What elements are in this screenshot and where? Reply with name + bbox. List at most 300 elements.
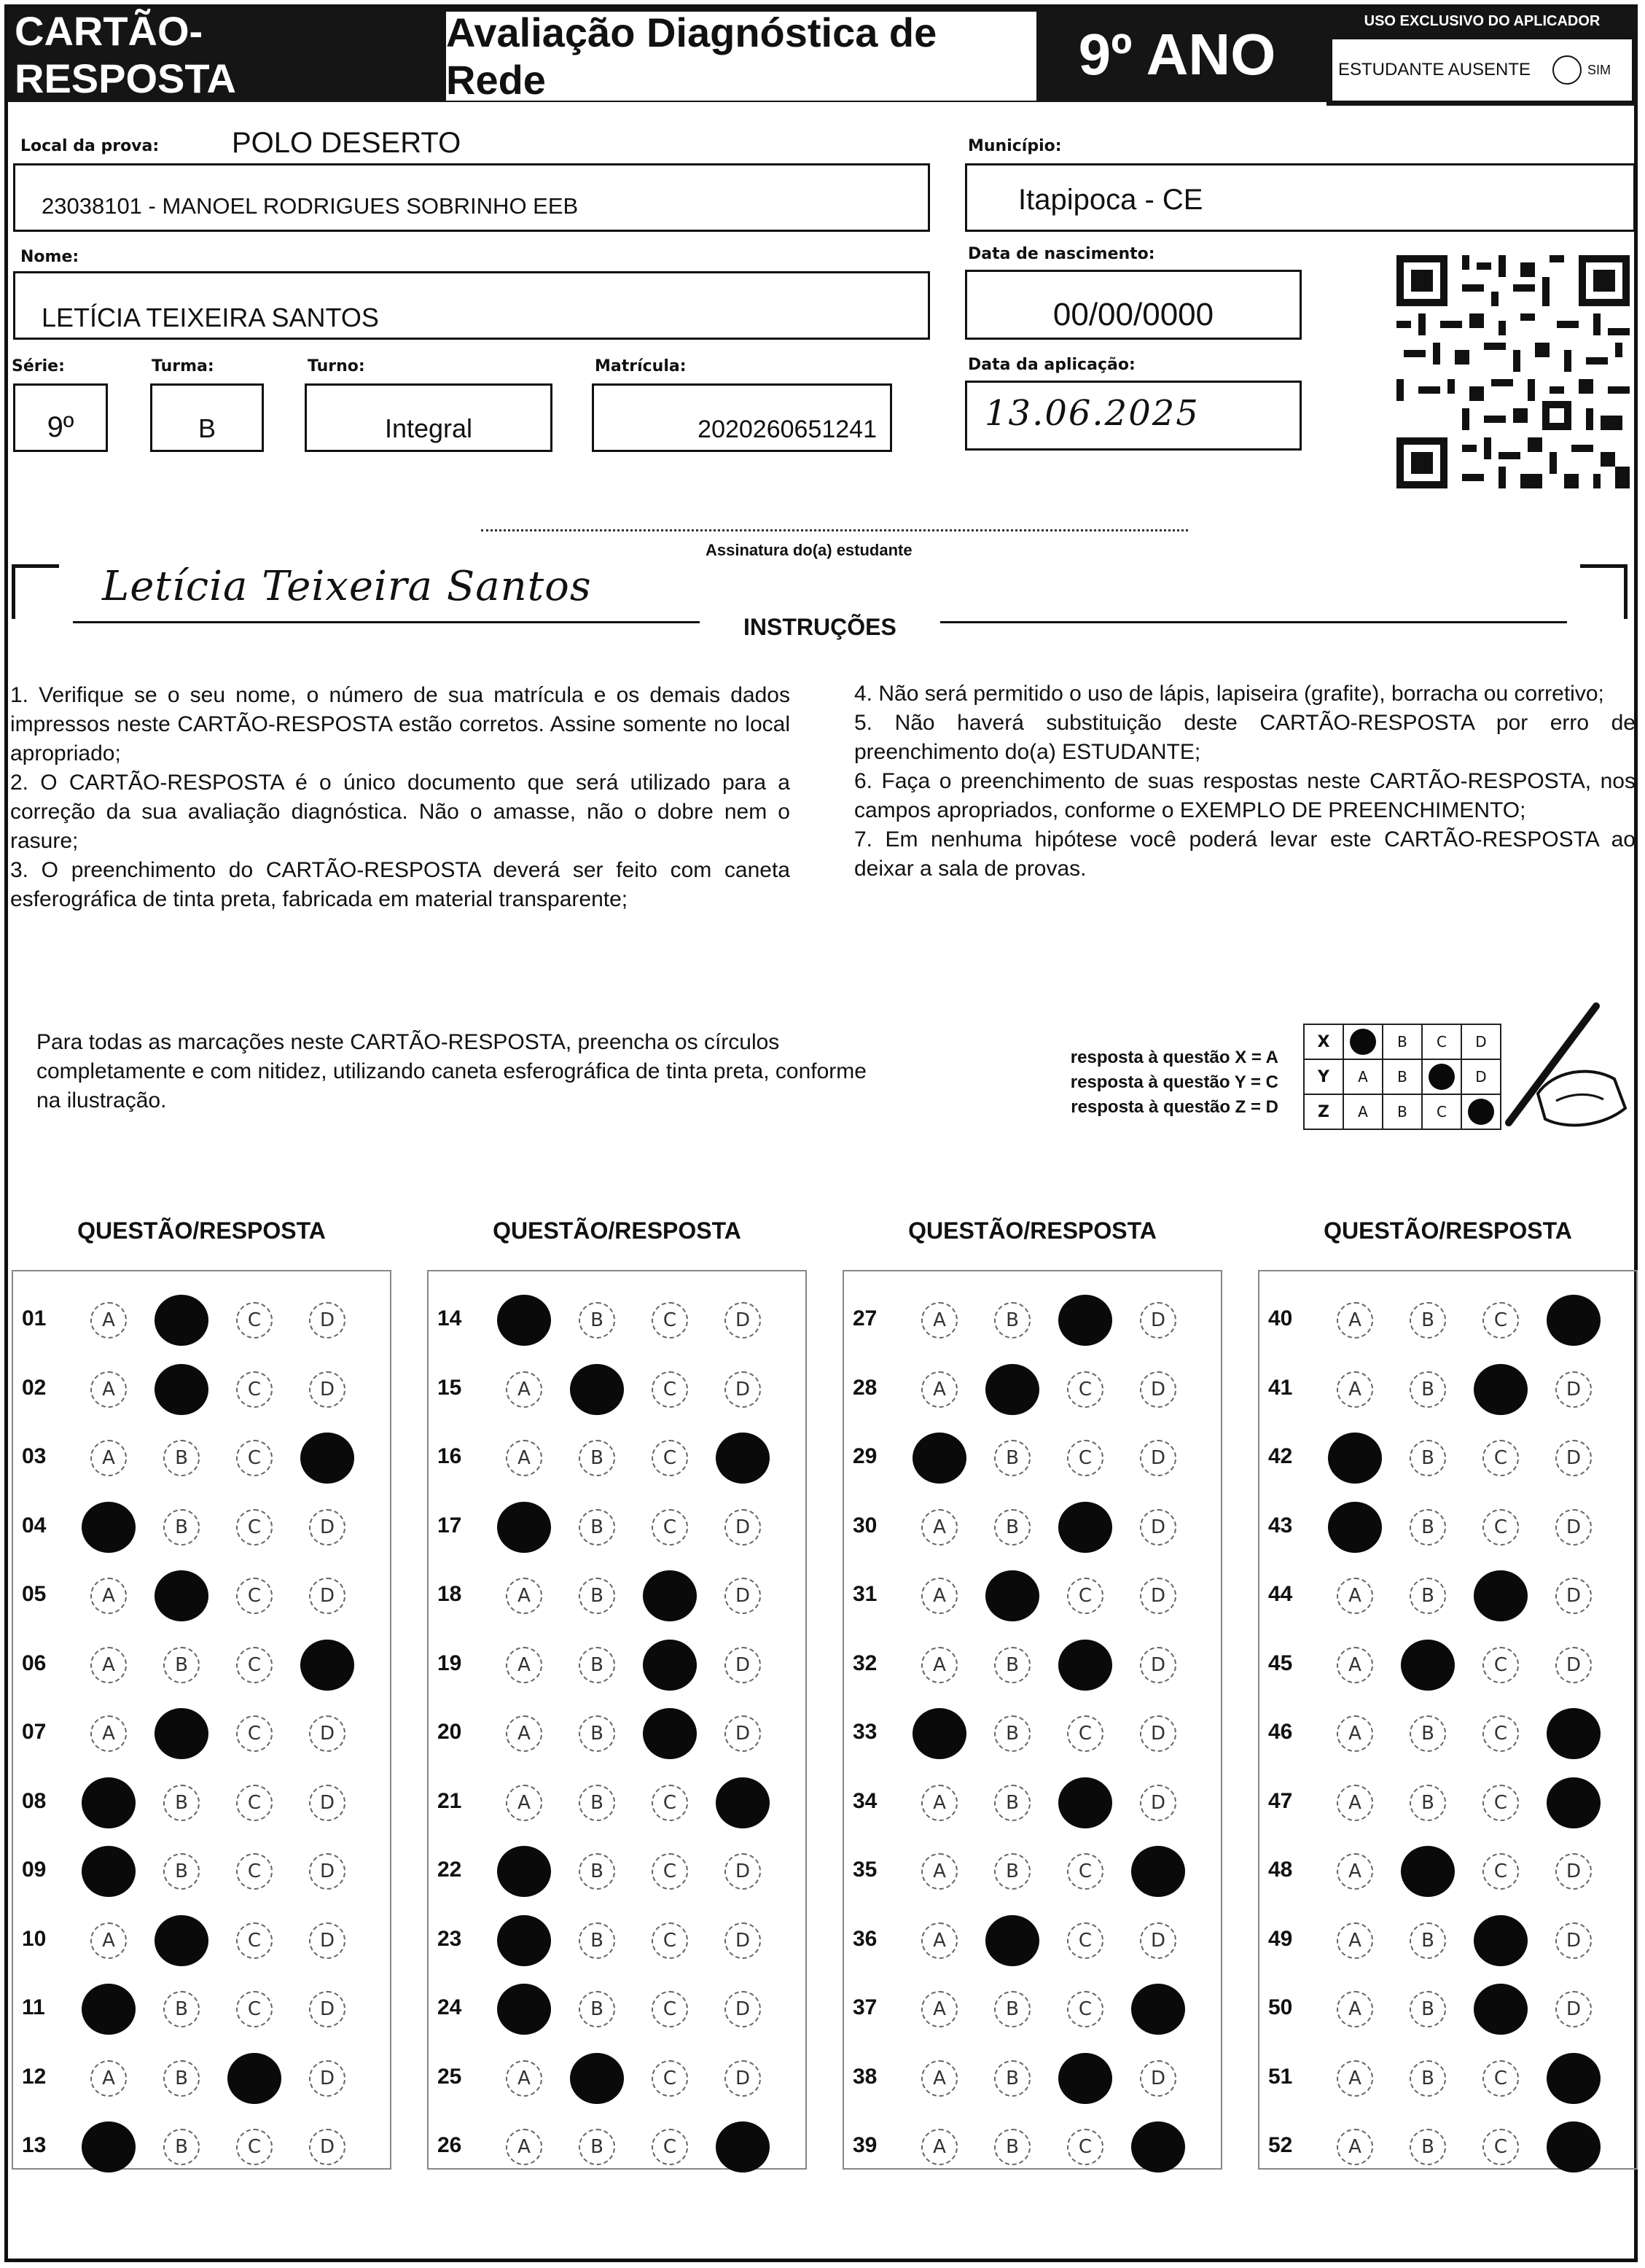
answer-bubble[interactable] [921, 1509, 958, 1546]
answer-bubble[interactable] [1067, 1440, 1103, 1476]
answer-bubble[interactable] [236, 1371, 273, 1408]
answer-bubble[interactable] [1140, 2060, 1176, 2097]
answer-bubble[interactable] [1482, 1715, 1519, 1752]
answer-bubble[interactable] [309, 1785, 345, 1821]
answer-bubble[interactable] [724, 1853, 761, 1890]
example-cell: C [1422, 1094, 1461, 1129]
answer-row [843, 1506, 1222, 1550]
bubble-letter: A [1348, 1378, 1361, 1400]
bubble-letter: C [1493, 1791, 1508, 1814]
bubble-letter: D [319, 1723, 335, 1745]
answer-bubble[interactable] [236, 1715, 273, 1752]
answer-bubble[interactable] [579, 1578, 615, 1614]
answer-bubble-filled[interactable] [570, 2053, 624, 2104]
answer-bubble[interactable] [163, 2129, 200, 2165]
answer-row [12, 1368, 391, 1412]
bubble-letter: D [319, 1309, 335, 1331]
answer-bubble[interactable] [652, 1991, 688, 2027]
instruction-item: 7. Em nenhuma hipótese você poderá levar este CARTÃO-RESPOSTA ao deixar a sala de provas. [854, 827, 1636, 881]
nascimento-label: Data de nascimento: [968, 245, 1155, 263]
answer-bubble-filled[interactable] [497, 1846, 551, 1897]
answer-bubble[interactable] [1140, 1302, 1176, 1338]
bubble-letter: D [1566, 1378, 1582, 1400]
answer-bubble[interactable] [163, 1853, 200, 1890]
answer-bubble-filled[interactable] [1401, 1846, 1455, 1897]
answer-bubble[interactable] [921, 1647, 958, 1683]
bubble-letter: B [1421, 2067, 1434, 2089]
answer-bubble[interactable] [921, 1302, 958, 1338]
answer-bubble[interactable] [652, 1509, 688, 1546]
answer-bubble[interactable] [1555, 1922, 1592, 1959]
answer-bubble[interactable] [994, 1853, 1031, 1890]
answer-bubble[interactable] [236, 1853, 273, 1890]
question-number: 15 [437, 1375, 462, 1400]
answer-bubble[interactable] [579, 1785, 615, 1821]
answer-bubble[interactable] [652, 1440, 688, 1476]
bubble-letter: C [1493, 1309, 1508, 1331]
answer-bubble[interactable] [994, 1647, 1031, 1683]
answer-bubble[interactable] [309, 1509, 345, 1546]
answer-bubble[interactable] [1140, 1440, 1176, 1476]
answer-bubble[interactable] [90, 1715, 127, 1752]
answer-bubble[interactable] [579, 2129, 615, 2165]
answer-bubble[interactable] [921, 1991, 958, 2027]
bubble-letter: C [1493, 1516, 1508, 1538]
answer-bubble-filled[interactable] [1328, 1502, 1382, 1553]
bubble-letter: A [102, 1653, 115, 1676]
answer-bubble[interactable] [579, 1509, 615, 1546]
answer-bubble[interactable] [724, 1715, 761, 1752]
bubble-letter: B [175, 2067, 188, 2089]
answer-bubble[interactable] [1410, 2060, 1446, 2097]
answer-row [427, 2057, 807, 2101]
answer-column-title: QUESTÃO/RESPOSTA [1324, 1217, 1572, 1244]
answer-bubble[interactable] [309, 1302, 345, 1338]
answer-bubble-filled[interactable] [1474, 1915, 1528, 1966]
answer-bubble[interactable] [506, 1578, 542, 1614]
answer-bubble-filled[interactable] [82, 1846, 136, 1897]
answer-bubble[interactable] [1140, 1647, 1176, 1683]
bubble-letter: A [933, 1791, 946, 1814]
answer-bubble[interactable] [921, 1853, 958, 1890]
answer-bubble[interactable] [1337, 1647, 1373, 1683]
example-cell: A [1343, 1094, 1383, 1129]
answer-bubble[interactable] [236, 1922, 273, 1959]
bubble-letter: C [663, 2067, 677, 2089]
answer-bubble-filled[interactable] [497, 1984, 551, 2035]
answer-bubble[interactable] [1410, 1302, 1446, 1338]
answer-bubble-filled[interactable] [155, 1708, 208, 1759]
bubble-letter: D [735, 1998, 751, 2020]
hand-pen-icon [1487, 999, 1633, 1145]
answer-bubble[interactable] [163, 1440, 200, 1476]
answer-row [12, 1920, 391, 1963]
answer-bubble-filled[interactable] [300, 1433, 354, 1484]
answer-bubble[interactable] [1410, 1578, 1446, 1614]
answer-bubble[interactable] [506, 1647, 542, 1683]
bubble-letter: C [1493, 2136, 1508, 2158]
answer-bubble-filled[interactable] [155, 1915, 208, 1966]
answer-bubble[interactable] [1482, 1647, 1519, 1683]
answer-bubble-filled[interactable] [570, 1364, 624, 1415]
question-number: 41 [1268, 1375, 1293, 1400]
nascimento-value: 00/00/0000 [1052, 297, 1214, 332]
example-cell: B [1383, 1059, 1422, 1094]
answer-bubble[interactable] [724, 1922, 761, 1959]
answer-bubble[interactable] [506, 1440, 542, 1476]
answer-bubble-filled[interactable] [643, 1708, 697, 1759]
question-number: 09 [22, 1858, 47, 1882]
bubble-letter: C [247, 1378, 262, 1400]
answer-bubble[interactable] [90, 1440, 127, 1476]
answer-bubble[interactable] [1410, 1715, 1446, 1752]
bubble-letter: B [175, 1860, 188, 1882]
bubble-letter: B [1421, 1929, 1434, 1952]
answer-bubble[interactable] [921, 2129, 958, 2165]
answer-bubble[interactable] [90, 2060, 127, 2097]
answer-row [12, 2126, 391, 2170]
school-box [13, 163, 930, 232]
answer-bubble-filled[interactable] [1474, 1570, 1528, 1621]
answer-bubble-filled[interactable] [1328, 1433, 1382, 1484]
answer-bubble-filled[interactable] [716, 1433, 770, 1484]
answer-bubble[interactable] [90, 1922, 127, 1959]
answer-bubble[interactable] [724, 1991, 761, 2027]
answer-bubble[interactable] [921, 1785, 958, 1821]
bubble-letter: D [1566, 1516, 1582, 1538]
answer-bubble-filled[interactable] [1547, 2121, 1601, 2172]
answer-bubble[interactable] [724, 1578, 761, 1614]
question-number: 39 [853, 2133, 878, 2157]
answer-bubble[interactable] [579, 1853, 615, 1890]
answer-bubble-filled[interactable] [985, 1915, 1039, 1966]
bubble-letter: A [517, 1723, 531, 1745]
bubble-letter: D [1566, 1653, 1582, 1676]
bubble-letter: A [517, 1447, 531, 1469]
answer-bubble[interactable] [724, 1509, 761, 1546]
answer-bubble[interactable] [1482, 1853, 1519, 1890]
qr-code [1396, 255, 1630, 488]
answer-bubble[interactable] [1140, 1715, 1176, 1752]
answer-bubble[interactable] [579, 1647, 615, 1683]
answer-bubble[interactable] [1337, 1715, 1373, 1752]
answer-bubble[interactable] [1337, 1578, 1373, 1614]
bubble-letter: D [1150, 1585, 1166, 1607]
answer-bubble[interactable] [1555, 1853, 1592, 1890]
answer-bubble[interactable] [1555, 1371, 1592, 1408]
answer-bubble[interactable] [994, 2060, 1031, 2097]
instruction-item: 5. Não haverá substituição deste CARTÃO-RESPOSTA por erro de preenchimento do(a) ESTUDANTE; [854, 711, 1636, 764]
bubble-letter: A [102, 1309, 115, 1331]
bubble-letter: B [1006, 1309, 1019, 1331]
answer-row [843, 1988, 1222, 2032]
answer-bubble-filled[interactable] [82, 1502, 136, 1553]
question-number: 07 [22, 1720, 47, 1744]
answer-bubble[interactable] [163, 1785, 200, 1821]
answer-bubble[interactable] [309, 1991, 345, 2027]
answer-bubble-filled[interactable] [82, 1984, 136, 2035]
answer-bubble-filled[interactable] [1474, 1984, 1528, 2035]
answer-bubble[interactable] [236, 1647, 273, 1683]
bubble-letter: D [735, 2067, 751, 2089]
answer-bubble[interactable] [1337, 1922, 1373, 1959]
answer-bubble[interactable] [1482, 1509, 1519, 1546]
answer-bubble-filled[interactable] [155, 1570, 208, 1621]
answer-row [12, 1782, 391, 1825]
answer-bubble-filled[interactable] [1547, 1295, 1601, 1346]
answer-bubble[interactable] [506, 1785, 542, 1821]
answer-bubble[interactable] [1410, 2129, 1446, 2165]
answer-row [1258, 1920, 1638, 1963]
bubble-letter: C [1078, 2136, 1093, 2158]
answer-bubble-filled[interactable] [227, 2053, 281, 2104]
answer-bubble[interactable] [994, 1785, 1031, 1821]
answer-bubble[interactable] [1482, 1440, 1519, 1476]
answer-bubble[interactable] [90, 1647, 127, 1683]
answer-bubble[interactable] [652, 1371, 688, 1408]
bubble-letter: B [175, 1516, 188, 1538]
answer-bubble-filled[interactable] [497, 1295, 551, 1346]
answer-bubble[interactable] [1410, 1371, 1446, 1408]
answer-bubble-filled[interactable] [643, 1640, 697, 1691]
answer-bubble-filled[interactable] [1058, 2053, 1112, 2104]
question-number: 19 [437, 1651, 462, 1675]
answer-bubble[interactable] [579, 1440, 615, 1476]
answer-bubble[interactable] [1482, 2129, 1519, 2165]
question-number: 38 [853, 2064, 878, 2089]
answer-bubble[interactable] [921, 2060, 958, 2097]
answer-bubble[interactable] [652, 2060, 688, 2097]
answer-bubble[interactable] [994, 2129, 1031, 2165]
answer-bubble[interactable] [921, 1922, 958, 1959]
answer-bubble[interactable] [724, 1302, 761, 1338]
bubble-letter: B [1421, 2136, 1434, 2158]
bubble-letter: C [663, 1791, 677, 1814]
bubble-letter: B [590, 2136, 603, 2158]
bubble-letter: A [933, 1929, 946, 1952]
answer-bubble-filled[interactable] [1547, 2053, 1601, 2104]
answer-bubble-filled[interactable] [1131, 2121, 1185, 2172]
answer-bubble-filled[interactable] [1547, 1777, 1601, 1828]
answer-bubble[interactable] [994, 1715, 1031, 1752]
answer-bubble[interactable] [506, 2060, 542, 2097]
answer-bubble[interactable] [724, 2060, 761, 2097]
question-number: 17 [437, 1513, 462, 1538]
matricula-value: 2020260651241 [698, 416, 877, 443]
answer-bubble[interactable] [1337, 1991, 1373, 2027]
question-number: 47 [1268, 1788, 1293, 1813]
answer-column-title: QUESTÃO/RESPOSTA [493, 1217, 741, 1244]
answer-bubble[interactable] [309, 1715, 345, 1752]
answer-bubble-filled[interactable] [1547, 1708, 1601, 1759]
answer-bubble[interactable] [994, 1440, 1031, 1476]
answer-bubble[interactable] [309, 1578, 345, 1614]
bubble-letter: B [590, 1447, 603, 1469]
answer-bubble-filled[interactable] [300, 1640, 354, 1691]
answer-bubble[interactable] [163, 1509, 200, 1546]
answer-bubble-filled[interactable] [155, 1364, 208, 1415]
answer-bubble[interactable] [579, 1991, 615, 2027]
answer-bubble[interactable] [1555, 1647, 1592, 1683]
bubble-letter: C [247, 1447, 262, 1469]
answer-bubble[interactable] [1067, 1578, 1103, 1614]
question-number: 13 [22, 2133, 47, 2157]
bubble-letter: C [663, 1447, 677, 1469]
answer-bubble[interactable] [236, 1785, 273, 1821]
answer-bubble[interactable] [309, 2129, 345, 2165]
answer-bubble[interactable] [652, 2129, 688, 2165]
bubble-letter: B [1421, 1309, 1434, 1331]
bubble-letter: B [1006, 1791, 1019, 1814]
answer-bubble[interactable] [506, 1371, 542, 1408]
bubble-letter: C [663, 1929, 677, 1952]
answer-bubble[interactable] [1555, 1509, 1592, 1546]
answer-bubble[interactable] [236, 1578, 273, 1614]
answer-bubble-filled[interactable] [913, 1708, 966, 1759]
answer-row [1258, 1712, 1638, 1756]
answer-bubble[interactable] [1410, 1922, 1446, 1959]
answer-bubble[interactable] [1555, 1578, 1592, 1614]
answer-bubble[interactable] [1067, 1991, 1103, 2027]
answer-bubble[interactable] [236, 1509, 273, 1546]
answer-bubble[interactable] [652, 1922, 688, 1959]
answer-bubble[interactable] [1555, 1440, 1592, 1476]
answer-bubble-filled[interactable] [1058, 1295, 1112, 1346]
question-number: 34 [853, 1788, 878, 1813]
answer-bubble[interactable] [309, 1922, 345, 1959]
answer-bubble-filled[interactable] [716, 1777, 770, 1828]
answer-bubble[interactable] [1140, 1371, 1176, 1408]
answer-bubble[interactable] [579, 1922, 615, 1959]
answer-bubble[interactable] [921, 1578, 958, 1614]
answer-bubble[interactable] [579, 1715, 615, 1752]
answer-bubble-filled[interactable] [1058, 1640, 1112, 1691]
question-number: 05 [22, 1582, 47, 1606]
municipio-value: Itapipoca - CE [1018, 184, 1203, 216]
answer-bubble[interactable] [1140, 1785, 1176, 1821]
answer-bubble-filled[interactable] [82, 1777, 136, 1828]
answer-bubble[interactable] [1410, 1440, 1446, 1476]
answer-bubble-filled[interactable] [82, 2121, 136, 2172]
answer-bubble[interactable] [236, 1302, 273, 1338]
answer-bubble[interactable] [1067, 1853, 1103, 1890]
answer-bubble[interactable] [1140, 1578, 1176, 1614]
answer-bubble[interactable] [652, 1302, 688, 1338]
answer-bubble[interactable] [1482, 2060, 1519, 2097]
answer-bubble[interactable] [724, 1647, 761, 1683]
bubble-letter: A [933, 1998, 946, 2020]
answer-bubble[interactable] [994, 1302, 1031, 1338]
answer-bubble[interactable] [1337, 2129, 1373, 2165]
answer-bubble[interactable] [994, 1991, 1031, 2027]
bubble-letter: A [517, 1378, 531, 1400]
absent-bubble[interactable] [1552, 55, 1582, 85]
answer-bubble[interactable] [309, 1371, 345, 1408]
bubble-letter: D [1566, 1585, 1582, 1607]
nome-box [13, 271, 930, 340]
answer-bubble[interactable] [1067, 1715, 1103, 1752]
answer-bubble-filled[interactable] [985, 1364, 1039, 1415]
answer-bubble-filled[interactable] [643, 1570, 697, 1621]
answer-bubble[interactable] [652, 1785, 688, 1821]
answer-bubble[interactable] [1555, 1991, 1592, 2027]
answer-bubble[interactable] [1482, 1302, 1519, 1338]
bubble-letter: C [247, 1929, 262, 1952]
serie-value: 9º [47, 411, 74, 443]
answer-bubble[interactable] [163, 2060, 200, 2097]
answer-bubble[interactable] [90, 1302, 127, 1338]
answer-bubble[interactable] [1067, 2129, 1103, 2165]
answer-bubble-filled[interactable] [1131, 1846, 1185, 1897]
answer-bubble[interactable] [236, 1440, 273, 1476]
answer-bubble[interactable] [236, 1991, 273, 2027]
answer-bubble[interactable] [1337, 1853, 1373, 1890]
answer-bubble[interactable] [90, 1371, 127, 1408]
bubble-letter: C [663, 1860, 677, 1882]
answer-bubble[interactable] [506, 1715, 542, 1752]
answer-bubble[interactable] [1067, 1922, 1103, 1959]
answer-bubble[interactable] [309, 2060, 345, 2097]
answer-bubble-filled[interactable] [1058, 1777, 1112, 1828]
answer-bubble[interactable] [163, 1647, 200, 1683]
answer-bubble[interactable] [506, 2129, 542, 2165]
answer-bubble[interactable] [1140, 1922, 1176, 1959]
answer-bubble[interactable] [236, 2129, 273, 2165]
answer-bubble[interactable] [579, 1302, 615, 1338]
answer-bubble-filled[interactable] [716, 2121, 770, 2172]
answer-bubble[interactable] [652, 1853, 688, 1890]
answer-bubble[interactable] [1337, 1302, 1373, 1338]
answer-row [1258, 1850, 1638, 1894]
municipio-label: Município: [968, 137, 1062, 155]
answer-bubble[interactable] [921, 1371, 958, 1408]
answer-bubble-filled[interactable] [497, 1915, 551, 1966]
answer-bubble[interactable] [1410, 1509, 1446, 1546]
answer-bubble[interactable] [1337, 1785, 1373, 1821]
answer-bubble[interactable] [1410, 1991, 1446, 2027]
answer-bubble-filled[interactable] [1131, 1984, 1185, 2035]
answer-bubble-filled[interactable] [913, 1433, 966, 1484]
answer-bubble[interactable] [994, 1509, 1031, 1546]
answer-bubble[interactable] [1482, 1785, 1519, 1821]
answer-bubble[interactable] [1337, 2060, 1373, 2097]
answer-bubble[interactable] [163, 1991, 200, 2027]
answer-bubble[interactable] [90, 1578, 127, 1614]
answer-bubble-filled[interactable] [155, 1295, 208, 1346]
answer-bubble[interactable] [1410, 1785, 1446, 1821]
signature-label: Assinatura do(a) estudante [706, 541, 913, 559]
answer-bubble[interactable] [1140, 1509, 1176, 1546]
bubble-letter: D [1150, 2067, 1166, 2089]
answer-bubble-filled[interactable] [497, 1502, 551, 1553]
answer-bubble-filled[interactable] [985, 1570, 1039, 1621]
answer-bubble[interactable] [309, 1853, 345, 1890]
answer-bubble[interactable] [1067, 1371, 1103, 1408]
bubble-letter: C [1078, 1378, 1093, 1400]
bubble-letter: D [1150, 1791, 1166, 1814]
local-value: POLO DESERTO [232, 127, 461, 159]
question-number: 14 [437, 1306, 462, 1330]
answer-bubble-filled[interactable] [1401, 1640, 1455, 1691]
turma-value: B [198, 413, 216, 443]
question-number: 52 [1268, 2133, 1293, 2157]
answer-bubble[interactable] [724, 1371, 761, 1408]
question-number: 45 [1268, 1651, 1293, 1675]
answer-bubble-filled[interactable] [1474, 1364, 1528, 1415]
example-cell: D [1461, 1059, 1501, 1094]
answer-bubble[interactable] [1337, 1371, 1373, 1408]
answer-bubble-filled[interactable] [1058, 1502, 1112, 1553]
